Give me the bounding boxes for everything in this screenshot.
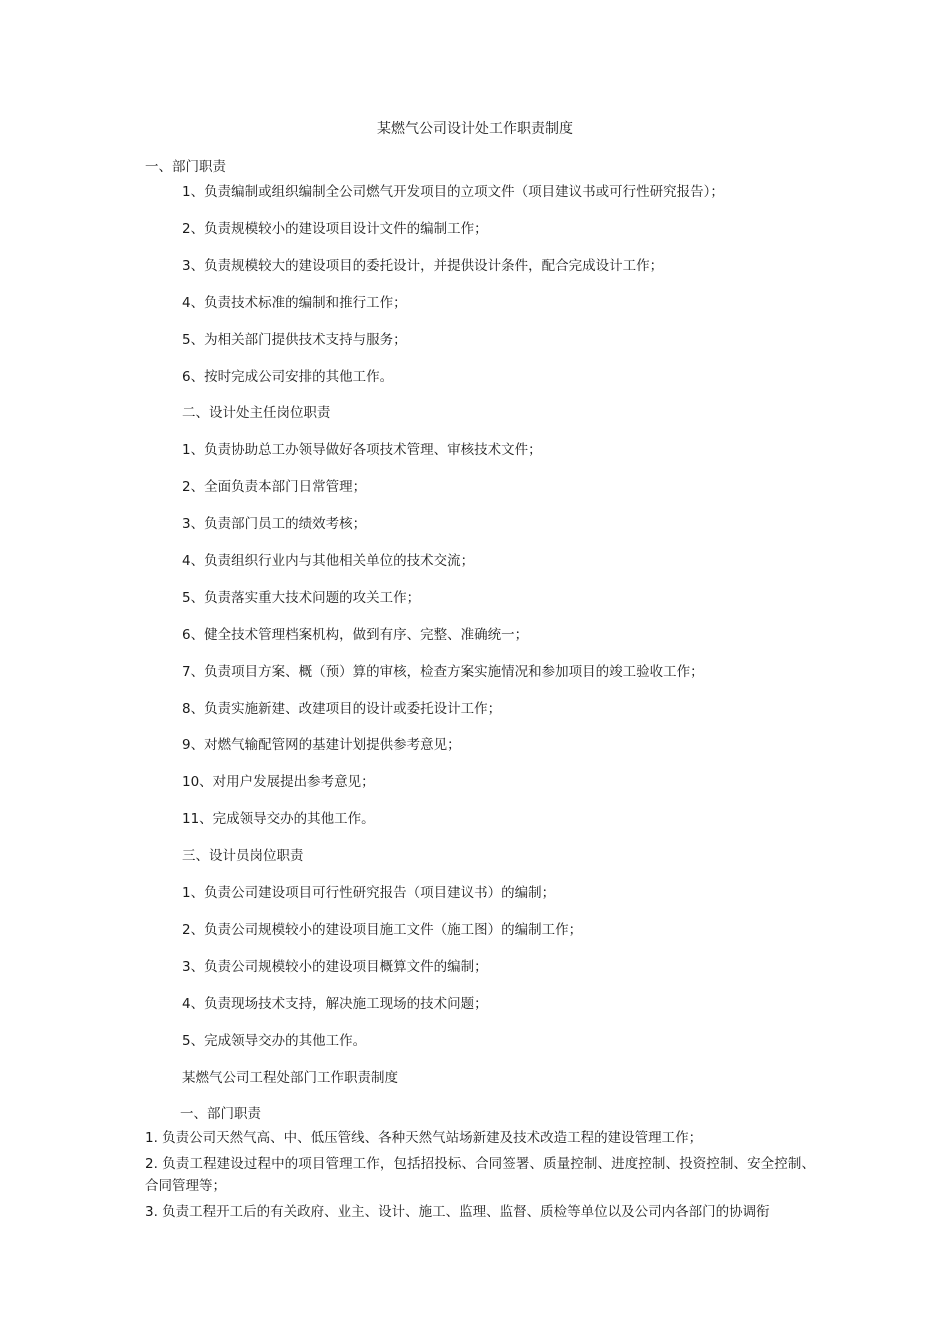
list-item: 3、负责部门员工的绩效考核；: [182, 516, 367, 532]
list-item: 4、负责组织行业内与其他相关单位的技术交流；: [182, 553, 475, 569]
list-item: 4、负责现场技术支持，解决施工现场的技术问题；: [182, 996, 488, 1012]
section-heading: 一、部门职责: [145, 159, 226, 175]
list-item: 10、对用户发展提出参考意见；: [182, 774, 375, 790]
list-item: 3、负责规模较大的建设项目的委托设计，并提供设计条件，配合完成设计工作；: [182, 258, 664, 274]
list-item: 1、负责公司建设项目可行性研究报告（项目建议书）的编制；: [182, 885, 556, 901]
list-item: 4、负责技术标准的编制和推行工作；: [182, 295, 407, 311]
list-item: 2、负责规模较小的建设项目设计文件的编制工作；: [182, 221, 488, 237]
list-item: 9、对燃气输配管网的基建计划提供参考意见；: [182, 737, 461, 753]
list-item: 3、负责公司规模较小的建设项目概算文件的编制；: [182, 959, 488, 975]
list-item: 3. 负责工程开工后的有关政府、业主、设计、施工、监理、监督、质检等单位以及公司内各部门的协调衔: [145, 1204, 770, 1220]
section-heading: 三、设计员岗位职责: [182, 848, 304, 864]
list-item: 5、完成领导交办的其他工作。: [182, 1033, 367, 1049]
list-item: 1、负责协助总工办领导做好各项技术管理、审核技术文件；: [182, 442, 542, 458]
list-item: 6、按时完成公司安排的其他工作。: [182, 369, 394, 385]
list-item: 5、为相关部门提供技术支持与服务；: [182, 332, 407, 348]
document-title-2: 某燃气公司工程处部门工作职责制度: [182, 1070, 398, 1086]
list-item: 1、负责编制或组织编制全公司燃气开发项目的立项文件（项目建议书或可行性研究报告）；: [182, 184, 724, 200]
list-item: 5、负责落实重大技术问题的攻关工作；: [182, 590, 421, 606]
section-heading: 二、设计处主任岗位职责: [182, 405, 331, 421]
list-item: 2、全面负责本部门日常管理；: [182, 479, 367, 495]
list-item: 6、健全技术管理档案机构，做到有序、完整、准确统一；: [182, 627, 529, 643]
list-item: 8、负责实施新建、改建项目的设计或委托设计工作；: [182, 701, 502, 717]
list-item: 1. 负责公司天然气高、中、低压管线、各种天然气站场新建及技术改造工程的建设管理工作；: [145, 1130, 703, 1146]
section-heading: 一、部门职责: [180, 1106, 261, 1122]
list-item: 7、负责项目方案、概（预）算的审核，检查方案实施情况和参加项目的竣工验收工作；: [182, 664, 704, 680]
document-title: 某燃气公司设计处工作职责制度: [377, 121, 573, 137]
list-item: 2、负责公司规模较小的建设项目施工文件（施工图）的编制工作；: [182, 922, 583, 938]
list-item: 11、完成领导交办的其他工作。: [182, 811, 375, 827]
list-item: 2. 负责工程建设过程中的项目管理工作，包括招投标、合同签署、质量控制、进度控制、投资控制、安全控制、合同管理等；: [145, 1156, 815, 1194]
